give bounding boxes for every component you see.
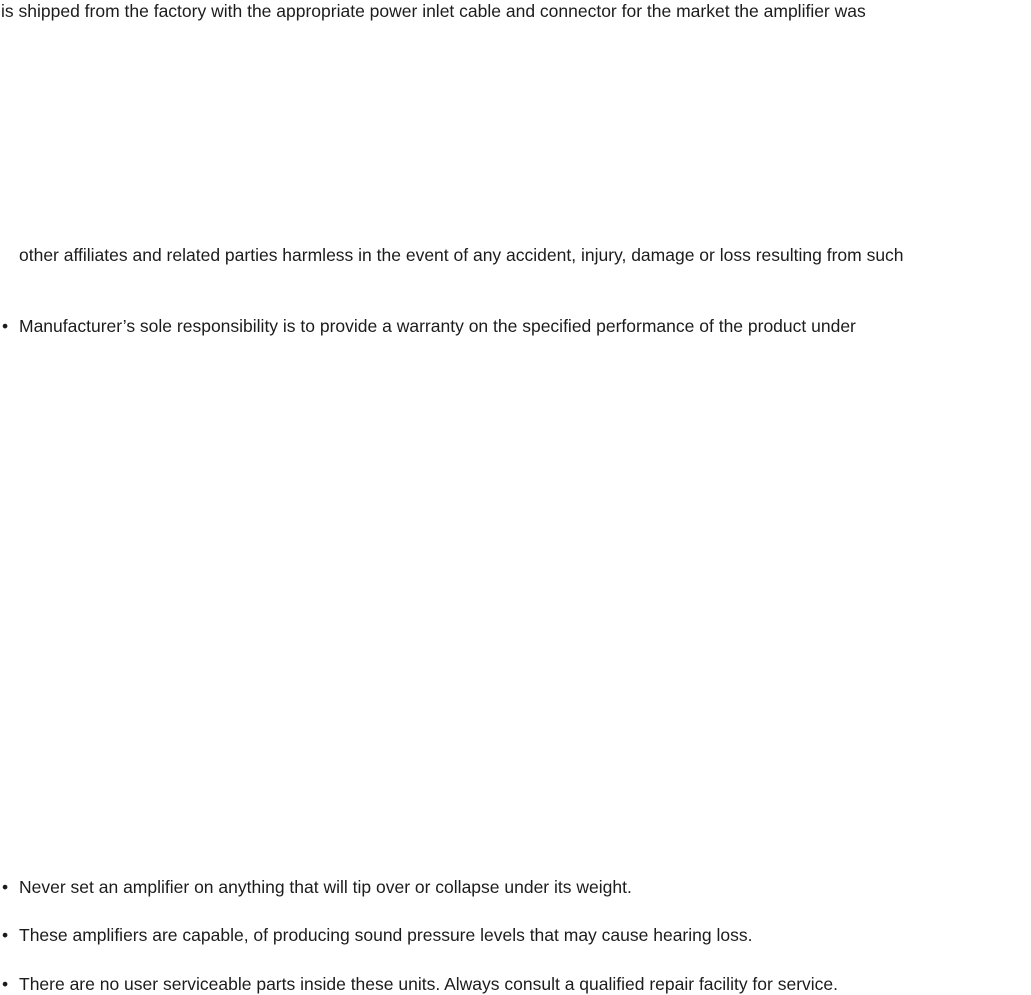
text-line-affiliates: other affiliates and related parties harmless in the event of any accident, injury, damage or loss resulting from such [19, 245, 904, 265]
text-line-never-set: Never set an amplifier on anything that will tip over or collapse under its weight. [19, 877, 632, 897]
text-line-hearing-loss: These amplifiers are capable, of producing sound pressure levels that may cause hearing loss. [19, 925, 753, 945]
text-line-power-inlet: is shipped from the factory with the appropriate power inlet cable and connector for the market the amplifier was [1, 1, 866, 21]
bullet-marker: • [2, 925, 9, 945]
bullet-marker: • [2, 974, 9, 994]
bullet-marker: • [2, 877, 9, 897]
text-line-warranty: Manufacturer’s sole responsibility is to provide a warranty on the specified performance of the product under [19, 316, 856, 336]
bullet-marker: • [2, 316, 9, 336]
text-line-no-user-parts: There are no user serviceable parts inside these units. Always consult a qualified repair facility for service. [19, 974, 839, 994]
